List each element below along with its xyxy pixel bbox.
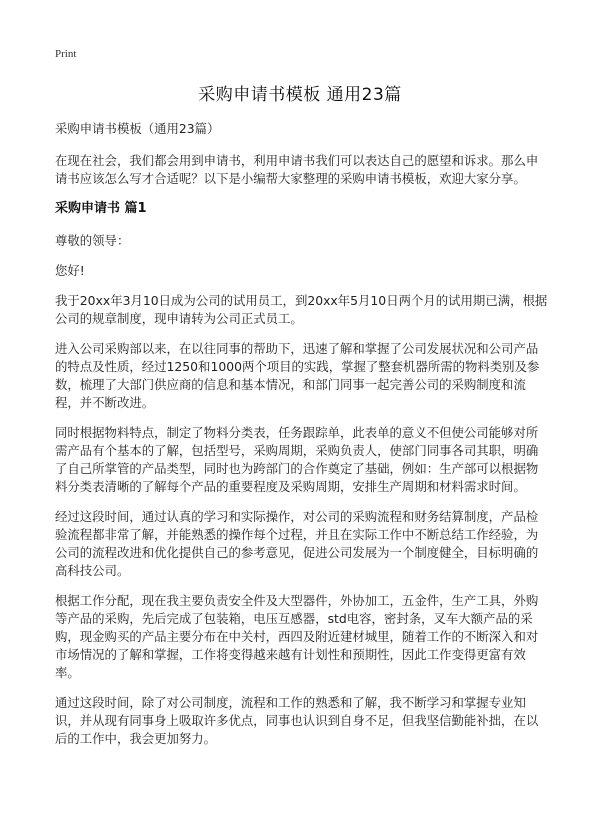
document-body <box>55 120 550 760</box>
body-paragraph: 经过这段时间，通过认真的学习和实际操作，对公司的采购流程和财务结算制度，产品检验流程都非常了解，并能熟悉的操作每个过程，并且在实际工作中不断总结工作经验，为公司的流程改进和优化提供自己的参考意见，促进公司发展为一个制度健全，目标明确的高科技公司。 <box>55 509 539 578</box>
body-paragraph: 根据工作分配，现在我主要负责安全件及大型器件，外协加工，五金件，生产工具，外购等产品的采购，先后完成了包装箱，电压互感器，std电容，密封条，叉车大额产品的采购，现金购买的产品主要分布在中关村，西四及附近建材城里，随着工作的不断深入和对市场情况的了解和掌握，工作将变得越来越有计划性和预期性，因此工作变得更富有效率。 <box>55 593 539 680</box>
print-label[interactable]: Print <box>55 48 77 60</box>
intro-paragraph: 在现在社会，我们都会用到申请书，利用申请书我们可以表达自己的愿望和诉求。那么申请书应该怎么写才合适呢？以下是小编帮大家整理的采购申请书模板，欢迎大家分享。 <box>55 153 539 186</box>
body-paragraph: 我于20xx年3月10日成为公司的试用员工，到20xx年5月10日两个月的试用期已满，根据公司的规章制度，现申请转为公司正式员工。 <box>55 293 548 326</box>
greeting: 您好! <box>55 263 85 278</box>
body-paragraph: 通过这段时间，除了对公司制度，流程和工作的熟悉和了解，我不断学习和掌握专业知识，并从现有同事身上吸取许多优点，同事也认识到自身不足，但我坚信勤能补拙，在以后的工作中，我会更加努力。 <box>55 695 539 746</box>
salutation: 尊敬的领导： <box>55 233 130 248</box>
body-paragraph: 进入公司采购部以来，在以往同事的帮助下，迅速了解和掌握了公司发展状况和公司产品的特点及性质，经过1250和1000两个项目的实践，掌握了整套机器所需的物料类别及参数，梳理了大部门供应商的信息和基本情况，和部门同事一起完善公司的采购制度和流程，并不断改进。 <box>55 341 540 410</box>
page-title: 采购申请书模板 通用23篇 <box>198 85 402 105</box>
body-paragraph: 同时根据物料特点，制定了物料分类表，任务跟踪单，此表单的意义不但使公司能够对所需产品有个基本的了解，包括型号，采购周期，采购负责人，使部门同事各司其职，明确了自己所掌管的产品类型，同时也为跨部门的合作奠定了基础，例如：生产部可以根据物料分类表清晰的了解每个产品的重要程度及采购周期，安排生产周期和材料需求时间。 <box>55 425 539 494</box>
section-heading: 采购申请书 篇1 <box>55 201 147 216</box>
intro-subtitle: 采购申请书模板（通用23篇） <box>55 121 220 136</box>
